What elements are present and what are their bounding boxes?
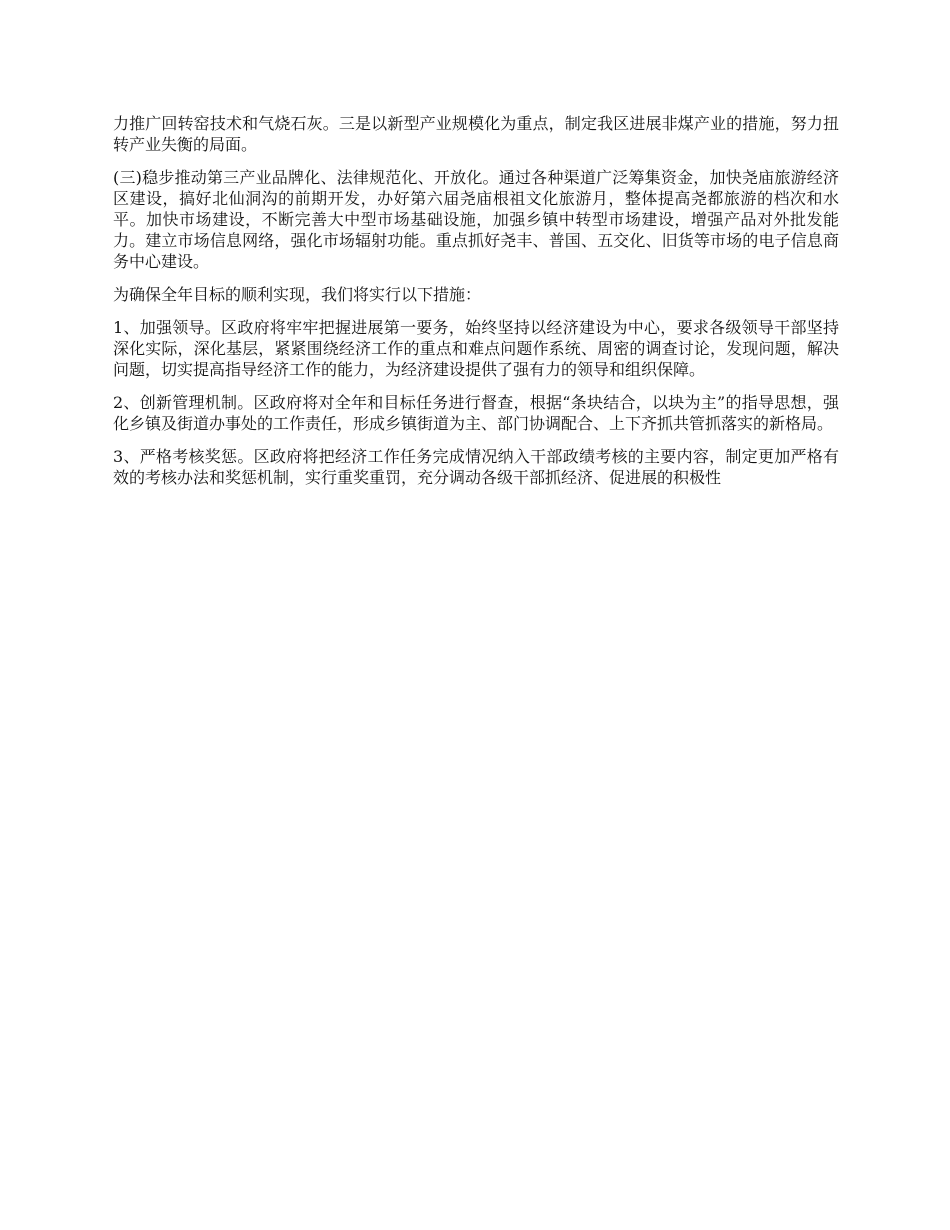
paragraph-measure-assessment: 3、严格考核奖惩。区政府将把经济工作任务完成情况纳入干部政绩考核的主要内容，制定更加严格有效的考核办法和奖惩机制，实行重奖重罚，充分调动各级干部抓经济、促进展的积极性 <box>113 447 839 487</box>
document-body <box>113 113 839 500</box>
paragraph-measures-industry: 力推广回转窑技术和气烧石灰。三是以新型产业规模化为重点，制定我区进展非煤产业的措施，努力扭转产业失衡的局面。 <box>113 114 839 154</box>
paragraph-measures-intro: 为确保全年目标的顺利实现，我们将实行以下措施： <box>113 285 482 304</box>
paragraph-measure-management: 2、创新管理机制。区政府将对全年和目标任务进行督查，根据“条块结合，以块为主”的指导思想，强化乡镇及街道办事处的工作责任，形成乡镇街道为主、部门协调配合、上下齐抓共管抓落实的新格局。 <box>113 393 839 433</box>
paragraph-tertiary-industry: (三)稳步推动第三产业品牌化、法律规范化、开放化。通过各种渠道广泛筹集资金，加快尧庙旅游经济区建设，搞好北仙洞沟的前期开发，办好第六届尧庙根祖文化旅游月，整体提高尧都旅游的档次和水平。加快市场建设，不断完善大中型市场基础设施，加强乡镇中转型市场建设，增强产品对外批发能力。建立市场信息网络，强化市场辐射功能。重点抓好尧丰、普国、五交化、旧货等市场的电子信息商务中心建设。 <box>113 168 839 271</box>
paragraph-measure-leadership: 1、加强领导。区政府将牢牢把握进展第一要务，始终坚持以经济建设为中心，要求各级领导干部坚持深化实际，深化基层，紧紧围绕经济工作的重点和难点问题作系统、周密的调查讨论，发现问题，解决问题，切实提高指导经济工作的能力，为经济建设提供了强有力的领导和组织保障。 <box>113 318 839 379</box>
